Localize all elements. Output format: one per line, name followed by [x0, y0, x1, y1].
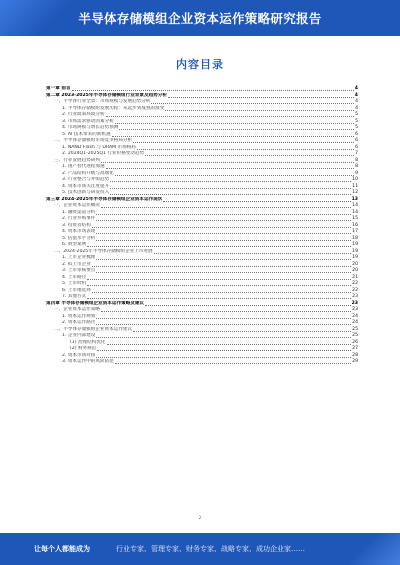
toc-leader-dots: [145, 305, 351, 306]
toc-entry-label: 5. 估值水平分析: [62, 235, 96, 241]
toc-entry-page: 23: [352, 294, 358, 299]
toc-entry-label: 3. 市场需求驱动因素分析: [62, 118, 114, 124]
toc-entry-label: 2. 拟上市企业: [62, 261, 91, 267]
toc-entry-page: 5: [355, 112, 358, 117]
toc-leader-dots: [112, 136, 355, 137]
toc-leader-dots: [101, 162, 354, 163]
toc-entry-page: 28: [352, 352, 358, 358]
toc-leader-dots: [72, 90, 354, 91]
toc-leader-dots: [87, 298, 351, 299]
toc-leader-dots: [145, 155, 354, 156]
toc-entry-page: 17: [352, 229, 358, 234]
toc-leader-dots: [133, 331, 351, 332]
toc-entry[interactable]: [46, 359, 358, 366]
toc-entry-label: 1. 资本运作规划: [62, 313, 96, 319]
toc-leader-dots: [96, 214, 351, 215]
toc-entry-label: 一、企业资本运作概况: [54, 203, 100, 208]
toc-leader-dots: [92, 292, 351, 293]
toc-entry-page: 25: [352, 333, 358, 338]
toc-entry-page: 5: [355, 125, 358, 130]
toc-entry-page: 8: [355, 157, 358, 163]
toc-entry-page: 6: [355, 144, 358, 150]
toc-entry-page: 20: [352, 261, 358, 267]
page-header: [0, 0, 400, 36]
toc-entry-label: 2. 资本市场对接: [62, 352, 96, 358]
toc-leader-dots: [96, 337, 351, 338]
toc-entry-label: 三、行业发展趋势研判: [54, 157, 100, 163]
page-footer: [0, 533, 400, 565]
toc-leader-dots: [96, 233, 351, 234]
toc-entry-label: 二、半导体存储模组企业资本运作建议: [54, 326, 133, 332]
toc-leader-dots: [87, 279, 351, 280]
toc-entry-label: 6. 典型案例: [62, 242, 87, 247]
toc-leader-dots: [96, 324, 351, 325]
toc-entry-page: 24: [352, 313, 358, 319]
page-number: 2: [198, 515, 202, 520]
toc-leader-dots: [119, 129, 354, 130]
toc-leader-dots: [97, 350, 351, 351]
toc-entry-page: 19: [352, 248, 358, 254]
toc-entry-page: 22: [352, 287, 358, 293]
toc-entry-label: 1. 上市企业梳理: [62, 255, 96, 260]
toc-entry-page: 4: [355, 99, 358, 104]
toc-entry-label: 5. 上市时机: [62, 281, 87, 286]
toc-entry-label: 一、半导体行业全景：市场规模与发展趋势分析: [54, 99, 151, 104]
toc-leader-dots: [115, 363, 351, 364]
toc-leader-dots: [96, 357, 351, 358]
toc-entry-label: 2. 产品结构升级与高端化: [62, 170, 114, 176]
toc-leader-dots: [115, 123, 354, 124]
toc-entry-page: 10: [352, 177, 358, 182]
footer-decoration: [350, 533, 400, 565]
toc-entry-label: (1) 治理结构优化: [70, 339, 106, 345]
toc-entry-page: 23: [351, 300, 358, 306]
toc-leader-dots: [96, 220, 351, 221]
toc-entry-label: 3. 投资者结构: [62, 222, 91, 228]
toc-entry-page: 26: [352, 339, 358, 345]
toc-entry-label: 5. 技术创新与研发投入: [62, 190, 110, 195]
toc-entry-page: 24: [352, 320, 358, 325]
toc-leader-dots: [165, 110, 354, 111]
toc-entry-label: 1. 企业内部建设: [62, 333, 96, 338]
footer-slogan: 让每个人都能成为: [34, 545, 90, 553]
toc-entry-page: 6: [355, 138, 358, 143]
toc-entry-label: 一、企业资本运作策略: [54, 307, 100, 312]
toc-entry-page: 16: [352, 222, 358, 228]
toc-leader-dots: [92, 266, 351, 267]
toc-entry-label: 3. 行业整合与并购趋势: [62, 177, 110, 182]
toc-entry-page: 9: [355, 170, 358, 176]
toc-leader-dots: [92, 227, 351, 228]
toc-entry-label: 4. 资本市场关注度提升: [62, 183, 110, 189]
toc-leader-dots: [101, 311, 351, 312]
toc-leader-dots: [96, 318, 351, 319]
toc-entry-page: 21: [352, 274, 358, 280]
toc-entry-page: 4: [355, 105, 358, 111]
toc-entry-page: 29: [352, 359, 358, 364]
toc-entry-label: 2. 2024Q1-2025Q1 行业价格变动趋势: [62, 151, 145, 156]
toc-leader-dots: [96, 259, 351, 260]
toc-entry-page: 22: [352, 281, 358, 286]
toc-entry-label: 2. 资本运作路径: [62, 320, 96, 325]
toc-entry-label: 1. NAND Flash 与 DRAM 市场格局: [62, 144, 136, 150]
toc-entry-page: 19: [352, 255, 358, 260]
toc-entry-label: 4. 资本市场表现: [62, 229, 96, 234]
toc-entry-page: 7: [355, 151, 358, 156]
toc-entry-page: 6: [355, 131, 358, 137]
toc-entry-label: 2. 行业政策环境分析: [62, 112, 105, 117]
footer-roles: 行业专家、管理专家、财务专家、战略专家、成功企业家……: [116, 545, 305, 553]
toc-entry-page: 20: [352, 268, 358, 273]
toc-leader-dots: [154, 253, 352, 254]
toc-entry-label: 7. 其他方式: [62, 294, 87, 299]
toc-leader-dots: [151, 103, 354, 104]
toc-entry-page: 13: [351, 196, 358, 202]
toc-entry-label: (2) 财务规范: [70, 346, 97, 351]
toc-leader-dots: [87, 285, 351, 286]
toc-entry-label: 1. 融资渠道分析: [62, 209, 96, 215]
report-title: 半导体存储模组企业资本运作策略研究报告: [78, 11, 322, 26]
toc-entry-label: 3. 上市审核要点: [62, 268, 96, 273]
toc-entry-page: 14: [352, 203, 358, 208]
toc-entry-label: 第三章 2024-2025年半导体存储模组企业资本运作现状: [46, 196, 163, 202]
toc-leader-dots: [168, 97, 354, 98]
toc-leader-dots: [96, 240, 351, 241]
toc-heading: 内容目录: [176, 58, 224, 71]
toc-leader-dots: [133, 142, 354, 143]
toc-entry-label: 6. 上市地选择: [62, 287, 91, 293]
toc-leader-dots: [110, 194, 351, 195]
toc-entry-page: 4: [354, 86, 358, 91]
toc-entry-label: 4. 市场规模与增长趋势预测: [62, 125, 119, 130]
toc-leader-dots: [110, 188, 351, 189]
toc-leader-dots: [106, 168, 354, 169]
toc-entry-page: 18: [352, 235, 358, 241]
toc-entry-page: 27: [352, 346, 358, 351]
toc-leader-dots: [101, 207, 351, 208]
table-of-contents: [46, 86, 358, 366]
toc-entry-page: 19: [352, 242, 358, 247]
toc-entry-page: 5: [355, 118, 358, 124]
toc-entry-label: 4. 上市路径: [62, 274, 87, 280]
toc-entry-label: 5. AI 技术带来的新机遇: [62, 131, 111, 137]
toc-leader-dots: [115, 175, 354, 176]
toc-entry-label: 二、半导体存储模组市场竞争格局分析: [54, 138, 133, 143]
toc-entry-page: 23: [352, 307, 358, 312]
toc-entry-label: 二、2024-2025年半导体存储模组企业上市进展: [54, 248, 153, 254]
toc-leader-dots: [110, 181, 351, 182]
toc-leader-dots: [87, 246, 351, 247]
toc-entry-page: 25: [352, 326, 358, 332]
toc-entry-label: 3. 资本运作中的风险防范: [62, 359, 114, 364]
toc-leader-dots: [96, 272, 351, 273]
toc-entry-label: 第二章 2023-2025年半导体存储模组行业背景及趋势分析: [46, 92, 167, 98]
toc-entry-label: 第一章 前言: [46, 86, 71, 91]
toc-leader-dots: [163, 201, 350, 202]
toc-entry-page: 12: [352, 190, 358, 195]
toc-leader-dots: [137, 149, 354, 150]
toc-entry-label: 1. 半导体存储模组发展历程：从起步到成熟的演变: [62, 105, 165, 111]
toc-entry-page: 14: [352, 209, 358, 215]
toc-entry-page: 15: [352, 216, 358, 221]
toc-entry-page: 11: [352, 183, 358, 189]
toc-entry-label: 第四章 半导体存储模组企业资本运作策略及建议: [46, 300, 145, 306]
toc-entry-label: 1. 国产替代进程加速: [62, 164, 105, 169]
toc-leader-dots: [106, 116, 354, 117]
toc-entry-page: 8: [355, 164, 358, 169]
toc-entry-page: 4: [354, 92, 358, 98]
toc-entry-label: 2. 行业并购事件: [62, 216, 96, 221]
toc-leader-dots: [107, 344, 352, 345]
